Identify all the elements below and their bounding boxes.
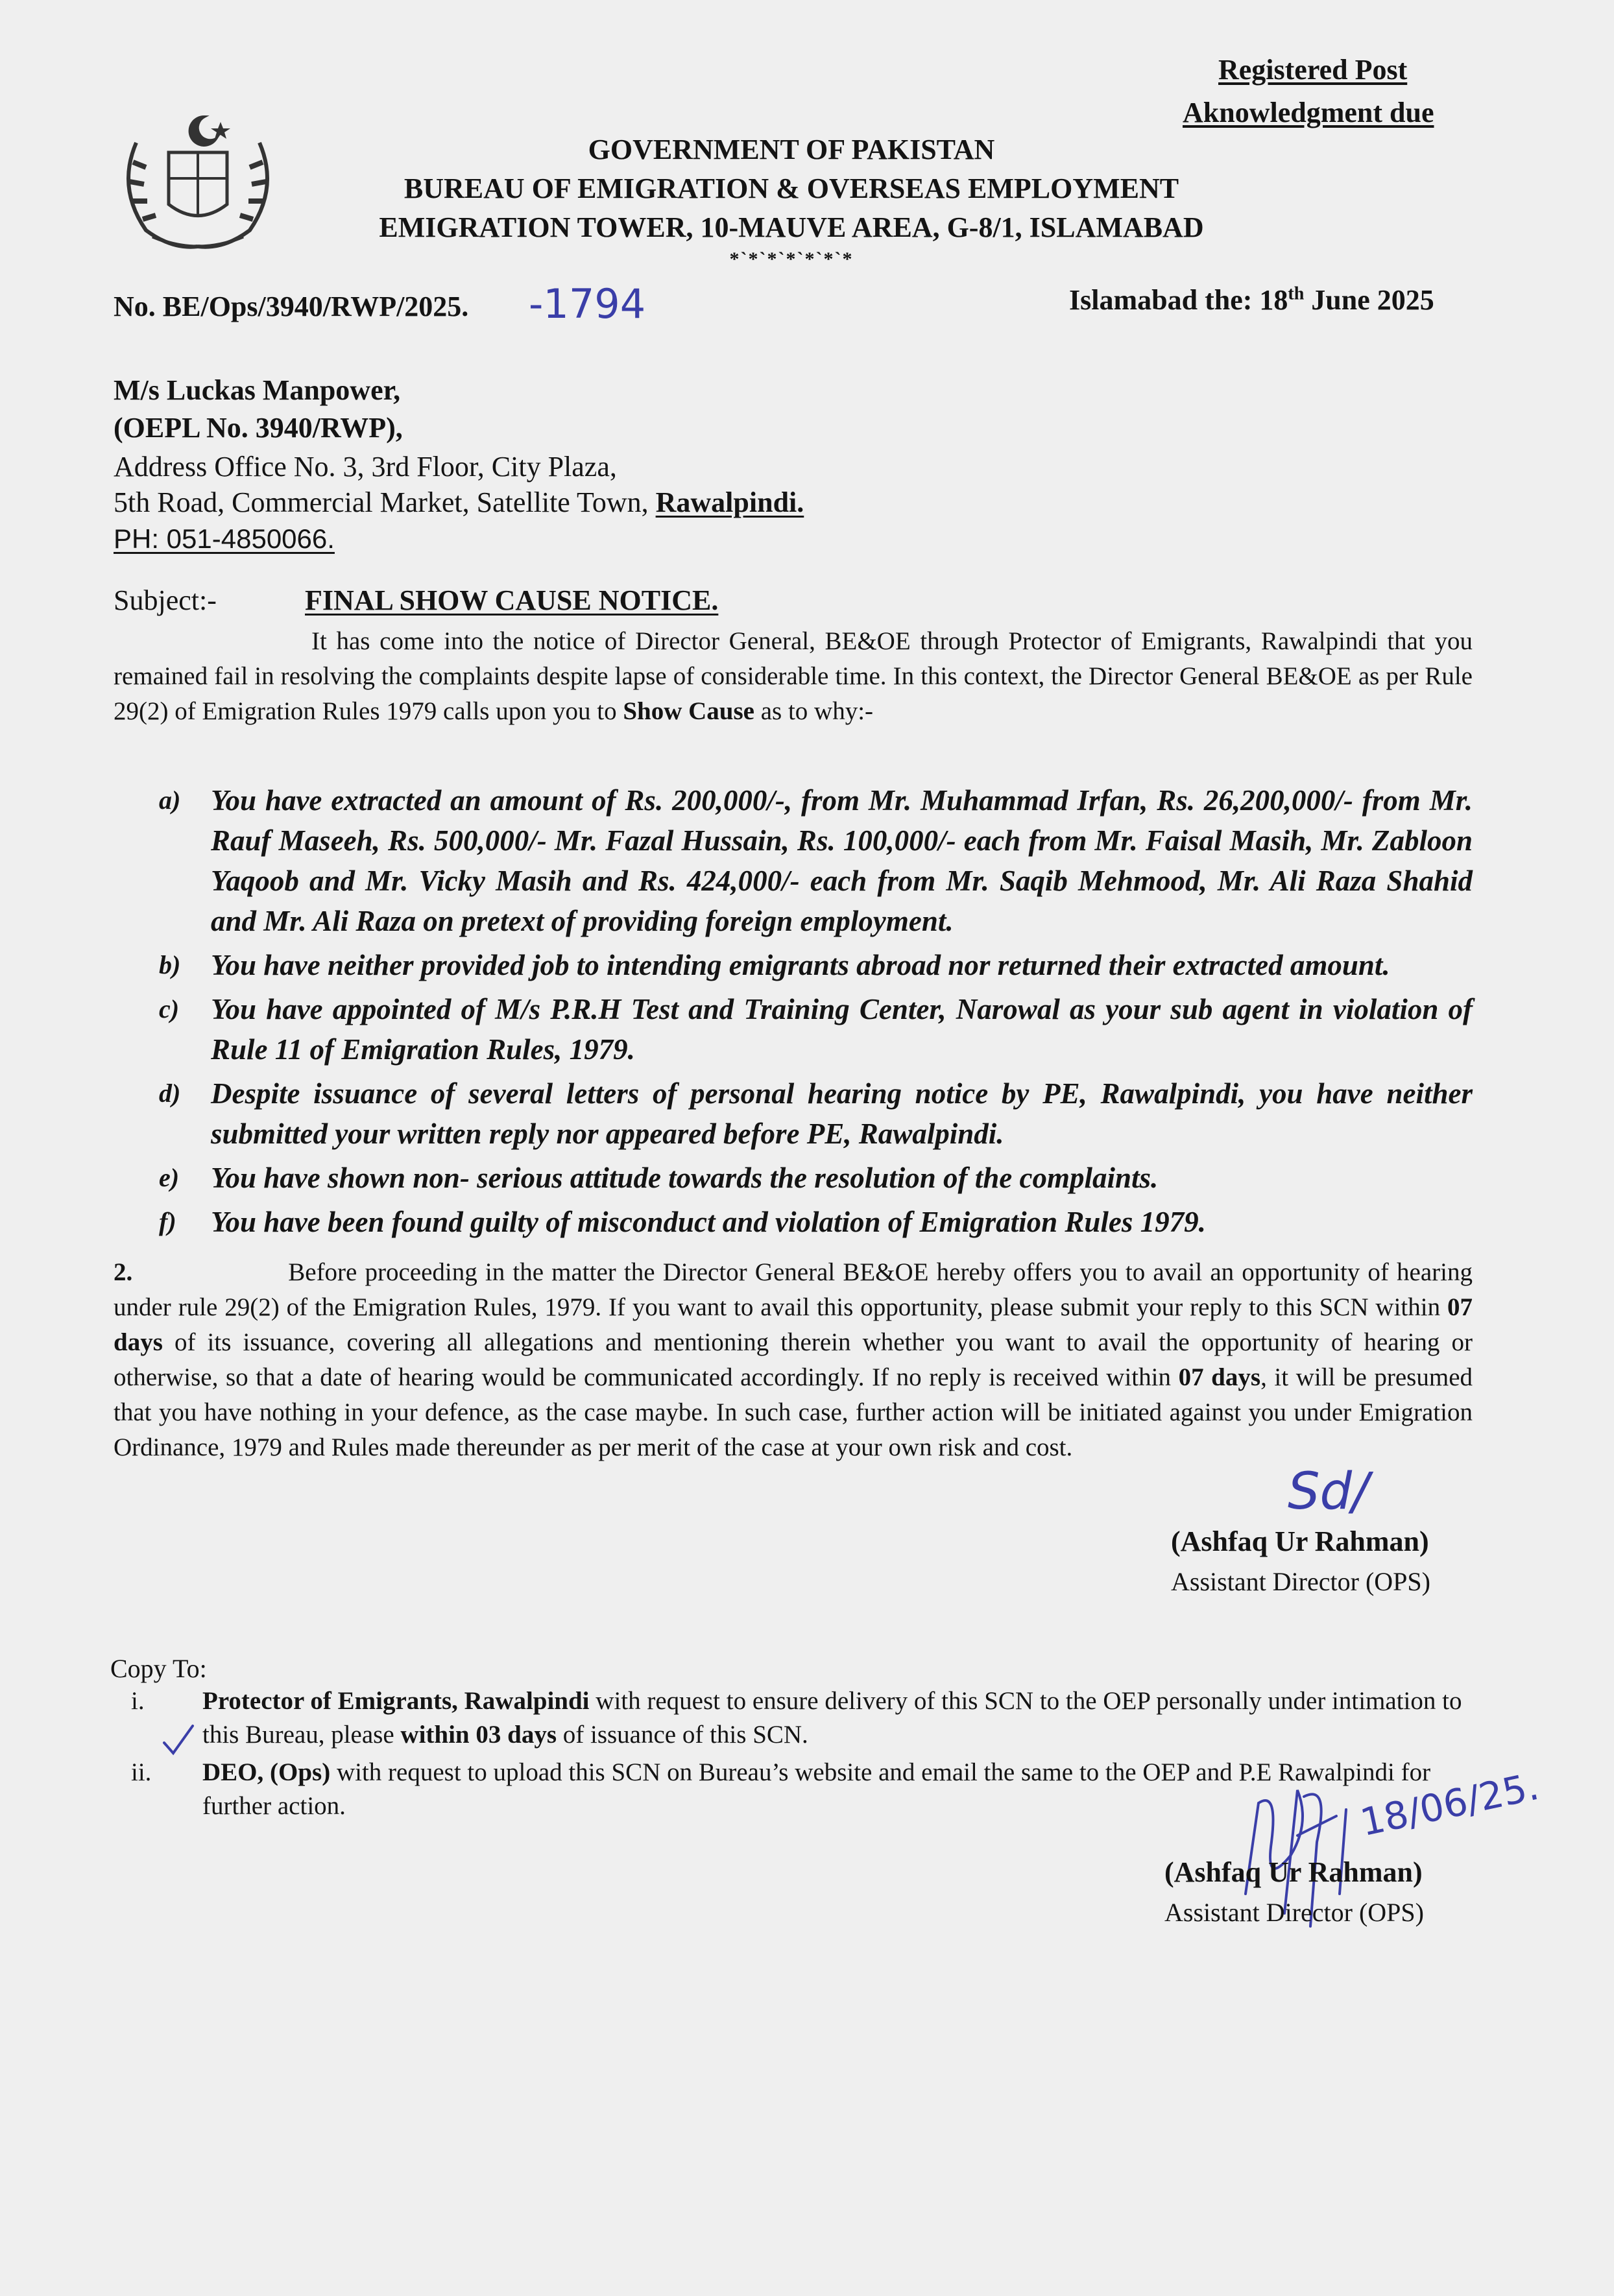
handwritten-sd: Sd/ bbox=[1288, 1463, 1369, 1521]
check-mark-icon bbox=[159, 1722, 198, 1761]
allegations-list bbox=[114, 780, 1473, 1246]
header-line-3: EMIGRATION TOWER, 10-MAUVE AREA, G-8/1, ISLAMABAD bbox=[379, 211, 1204, 243]
copy-to-item-2: ii. DEO, (Ops) with request to upload this SCN on Bureau’s website and email the same to the OEP and P.E Rawalpindi for further action. bbox=[131, 1758, 1431, 1820]
allegation-e: e) You have shown non- serious attitude towards the resolution of the complaints. bbox=[159, 1162, 1159, 1194]
paragraph-2-number: 2. bbox=[114, 1258, 133, 1286]
header-line-1: GOVERNMENT OF PAKISTAN bbox=[588, 134, 995, 165]
subject-label: Subject:- bbox=[114, 584, 217, 616]
addressee-address-line-1: Address Office No. 3, 3rd Floor, City Plaza, bbox=[114, 451, 617, 483]
addressee-license: (OEPL No. 3940/RWP), bbox=[114, 412, 403, 444]
allegation-d: d) Despite issuance of several letters of personal hearing notice by PE, Rawalpindi, you have neither submitted your written reply nor appeared before PE, Rawalpindi. bbox=[159, 1077, 1473, 1150]
addressee-name: M/s Luckas Manpower, bbox=[114, 374, 401, 406]
handwritten-date: 18/06/25. bbox=[1356, 1764, 1543, 1845]
copy-to-item-1: i. Protector of Emigrants, Rawalpindi with request to ensure delivery of this SCN to the OEP personally under intimation to this Bureau, please within 03 days of issuance of this SCN. bbox=[131, 1687, 1462, 1749]
reference-number: No. BE/Ops/3940/RWP/2025. bbox=[114, 291, 469, 322]
addressee-city: Rawalpindi. bbox=[655, 486, 804, 518]
letter-date: Islamabad the: 18th June 2025 bbox=[1069, 283, 1434, 316]
handwritten-reference-number: -1794 bbox=[529, 280, 646, 328]
allegation-a: a) You have extracted an amount of Rs. 200,000/-, from Mr. Muhammad Irfan, Rs. 26,200,000/- from Mr. Rauf Maseeh, Rs. 500,000/- Mr. Fazal Hussain, Rs. 100,000/- each from Mr. Faisal Masih, Mr. Zabloon Yaqoob and Mr. Vicky Masih and Rs. 424,000/- each from Mr. Saqib Mehmood, Mr. Ali Raza Shahid and Mr. Ali Raza on pretext of providing foreign employment. bbox=[159, 784, 1473, 937]
header-line-2: BUREAU OF EMIGRATION & OVERSEAS EMPLOYMENT bbox=[404, 173, 1179, 204]
allegation-f: f) You have been found guilty of misconduct and violation of Emigration Rules 1979. bbox=[159, 1206, 1206, 1238]
signatory-1-title: Assistant Director (OPS) bbox=[1171, 1567, 1430, 1596]
signatory-2-title: Assistant Director (OPS) bbox=[1164, 1898, 1424, 1927]
subject-title: FINAL SHOW CAUSE NOTICE. bbox=[305, 584, 719, 616]
acknowledgement-due-label: Aknowledgment due bbox=[1183, 97, 1434, 128]
paragraph-2: 2. Before proceeding in the matter the Director General BE&OE hereby offers you to avail an opportunity of hearing under rule 29(2) of the Emigration Rules, 1979. If you want to avail this opportunity, please submit your reply to this SCN within 07 days of its issuance, covering all allegations and mentioning therein whether you want to avail the opportunity of hearing or otherwise, so that a date of hearing would be communicated accordingly. If no reply is received within 07 days, it will be presumed that you have nothing in your defence, as the case maybe. In such case, further action will be initiated against you under Emigration Ordinance, 1979 and Rules made thereunder as per merit of the case at your own risk and cost. bbox=[114, 1258, 1473, 1461]
signatory-1-name: (Ashfaq Ur Rahman) bbox=[1171, 1525, 1429, 1557]
intro-paragraph: It has come into the notice of Director General, BE&OE through Protector of Emigrants, Rawalpindi that you remained fail in resolving the complaints despite lapse of considerable time. In this context, the Director General BE&OE as per Rule 29(2) of Emigration Rules 1979 calls upon you to Show Cause as to why:- bbox=[114, 627, 1473, 725]
allegation-c: c) You have appointed of M/s P.R.H Test and Training Center, Narowal as your sub agent in violation of Rule 11 of Emigration Rules, 1979. bbox=[159, 993, 1473, 1066]
signatory-2-name: (Ashfaq Ur Rahman) bbox=[1164, 1856, 1423, 1888]
copy-to-label: Copy To: bbox=[110, 1654, 207, 1683]
allegation-b: b) You have neither provided job to intending emigrants abroad nor returned their extracted amount. bbox=[159, 949, 1390, 981]
addressee-phone: PH: 051-4850066. bbox=[114, 523, 335, 554]
addressee-address-line-2: 5th Road, Commercial Market, Satellite Town, Rawalpindi. bbox=[114, 486, 804, 518]
registered-post-label: Registered Post bbox=[1218, 54, 1408, 86]
header-separator: *`*`*`*`*`*`* bbox=[729, 248, 854, 270]
